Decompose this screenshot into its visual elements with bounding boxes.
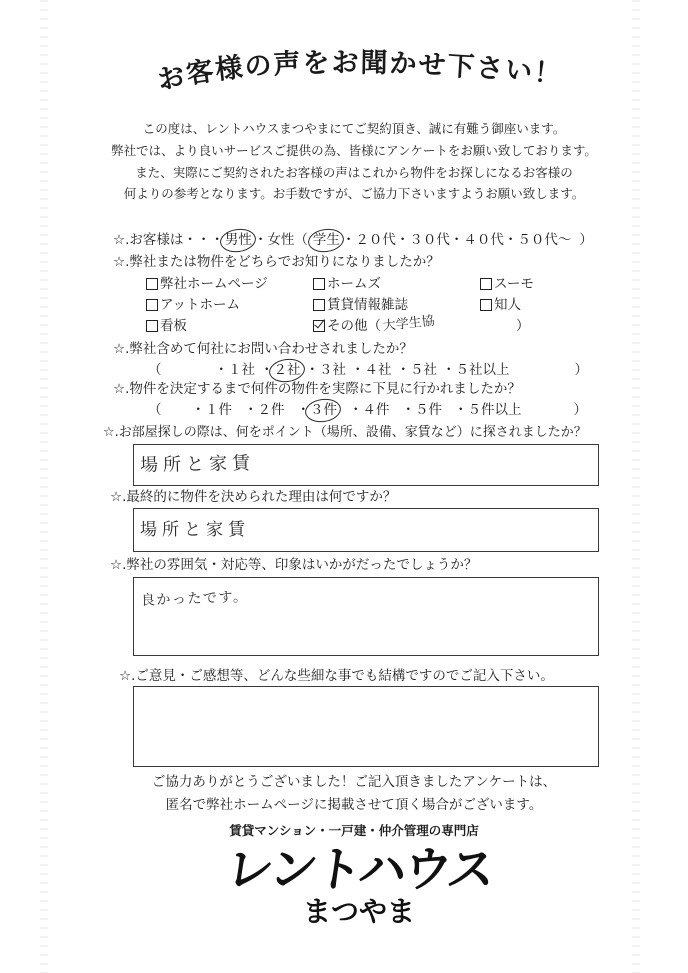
question-viewed-properties: ☆.物件を決定するまで何件の物件を実際に下見に行かれましたか？: [113, 381, 521, 397]
intro-line: この度は、レントハウスまつやまにてご契約頂き、誠に有難う御座います。: [142, 121, 566, 136]
open-paren: （: [148, 362, 162, 378]
open-paren: （: [367, 318, 381, 334]
bullet: ・: [442, 362, 456, 378]
bullet: ・: [349, 402, 363, 418]
question-search-points: ☆.お部屋探しの際は、何をポイント（場所、設備、家賃など）に探されましたか？: [103, 425, 587, 440]
bullet: ・: [396, 362, 410, 378]
intro-paragraph: [100, 118, 608, 205]
option-2-companies[interactable]: ２社: [273, 362, 301, 378]
intro-line: 弊社では、より良いサービスご提供の為、皆様にアンケートをお願い致しております。: [111, 142, 597, 158]
logo-wordmark: レントハウス: [221, 842, 497, 898]
option-rental-magazine[interactable]: [313, 296, 408, 314]
anonymity-notice: 匿名で弊社ホームページに掲載させて頂く場合がございます。: [165, 797, 543, 813]
scan-edge-right: [632, 0, 640, 973]
bullet: ・: [305, 362, 319, 378]
checkbox[interactable]: [146, 299, 158, 311]
page-title-text: お客様の声をお聞かせ下さい！: [154, 47, 563, 97]
logo-subtitle: まつやま: [302, 895, 415, 928]
option-more-than-5-companies[interactable]: ５社以上: [455, 362, 510, 378]
company-tagline: 賃貸マンション・一戸建・仲介管理の専門店: [229, 823, 479, 838]
option-male[interactable]: 男性: [224, 232, 252, 248]
option-more-than-5-properties[interactable]: ５件以上: [467, 402, 522, 418]
intro-line: また、実際にご契約されたお客様の声はこれから物件をお探しになるお客様の: [135, 164, 573, 180]
option-1-property[interactable]: １件: [205, 402, 232, 418]
option-3-properties[interactable]: ３件: [310, 402, 337, 418]
checkbox[interactable]: [480, 299, 492, 311]
option-signboard[interactable]: [146, 317, 187, 335]
option-label: その他: [327, 318, 368, 334]
question-comments: ☆.ご意見・ご感想等、どんな些細な事でも結構ですのでご記入下さい。: [119, 668, 554, 684]
option-label: ホームズ: [327, 276, 381, 292]
property-count-options: [148, 401, 587, 419]
option-50s-plus[interactable]: ５０代～: [517, 232, 572, 248]
option-label: 弊社ホームページ: [160, 276, 268, 292]
checkbox[interactable]: [313, 320, 325, 332]
option-label: アットホーム: [160, 297, 241, 313]
bullet: ・: [454, 402, 468, 418]
option-30s[interactable]: ３０代: [409, 232, 450, 248]
separator: ・: [449, 232, 464, 248]
page-title-text-wrapper: [155, 48, 563, 97]
option-4-properties[interactable]: ４件: [362, 402, 390, 418]
question-impression: ☆.弊社の雰囲気・対応等、印象はいかがだったでしょうか？: [110, 557, 478, 573]
answer-box-search-points[interactable]: [133, 444, 599, 486]
handwritten-answer: 良かったです。: [140, 589, 249, 609]
separator: ・: [395, 232, 410, 248]
answer-box-impression[interactable]: [133, 577, 599, 656]
question-how-found: ☆.弊社または物件をどちらでお知りになりましたか？: [113, 254, 440, 270]
option-other[interactable]: [313, 313, 530, 335]
option-suumo[interactable]: [480, 275, 534, 293]
close-paren: ）: [574, 362, 588, 378]
option-1-company[interactable]: １社: [228, 362, 255, 378]
bullet: ・: [296, 402, 310, 418]
question-decision-reason: ☆.最終的に物件を決められた理由は何ですか？: [110, 489, 397, 505]
page-title: [0, 0, 688, 110]
option-40s[interactable]: ４０代: [463, 232, 504, 248]
separator: ・: [341, 232, 356, 248]
handwritten-answer: 場所と家賃: [139, 452, 256, 477]
checkbox[interactable]: [146, 320, 158, 332]
option-female[interactable]: 女性: [267, 232, 295, 248]
separator: ・: [503, 232, 518, 248]
option-athome[interactable]: [146, 296, 240, 314]
close-paren: ）: [516, 318, 530, 334]
close-paren: ）: [573, 402, 587, 418]
option-homes[interactable]: [313, 275, 381, 293]
question-label: ☆.お客様は・・・: [113, 232, 224, 248]
option-5-companies[interactable]: ５社: [410, 362, 437, 378]
option-label: 看板: [160, 318, 187, 334]
checkbox[interactable]: [313, 299, 325, 311]
open-paren: （: [148, 402, 162, 418]
answer-box-comments[interactable]: [133, 686, 599, 767]
checkbox[interactable]: [480, 278, 492, 290]
intro-line: 何よりの参考となります。お手数ですが、ご協力下さいますようお願い致します。: [123, 186, 585, 202]
question-customer-type: [113, 231, 593, 249]
option-label: 賃貸情報雑誌: [327, 297, 408, 313]
handwritten-answer: 場所と家賃: [140, 520, 250, 540]
option-company-homepage[interactable]: [146, 275, 268, 293]
bullet: ・: [214, 362, 228, 378]
option-5-properties[interactable]: ５件: [415, 402, 442, 418]
scan-edge-left: [40, 0, 48, 973]
checkbox[interactable]: [313, 278, 325, 290]
option-acquaintance[interactable]: [480, 296, 521, 314]
bullet: ・: [260, 362, 274, 378]
open-paren: （: [294, 232, 308, 248]
other-handwritten-answer[interactable]: 大学生協: [382, 313, 436, 335]
option-3-companies[interactable]: ３社: [319, 362, 346, 378]
bullet: ・: [351, 362, 365, 378]
option-label: 知人: [494, 297, 521, 313]
option-label: スーモ: [494, 276, 534, 292]
company-count-options: [148, 361, 588, 379]
bullet: ・: [401, 402, 415, 418]
option-4-companies[interactable]: ４社: [364, 362, 392, 378]
checkbox[interactable]: [146, 278, 158, 290]
option-student[interactable]: 学生: [312, 232, 340, 248]
bullet: ・: [191, 402, 205, 418]
answer-box-decision-reason[interactable]: [133, 508, 599, 552]
question-inquired-companies: ☆.弊社含めて何社にお問い合わせされましたか？: [113, 341, 413, 357]
option-20s[interactable]: ２０代: [355, 232, 396, 248]
option-2-properties[interactable]: ２件: [257, 402, 285, 418]
thanks-line: ご協力ありがとうございました！ご記入頂きましたアンケートは、: [151, 774, 557, 790]
separator: ・: [253, 232, 268, 248]
close-paren: ）: [579, 232, 593, 248]
bullet: ・: [244, 402, 258, 418]
